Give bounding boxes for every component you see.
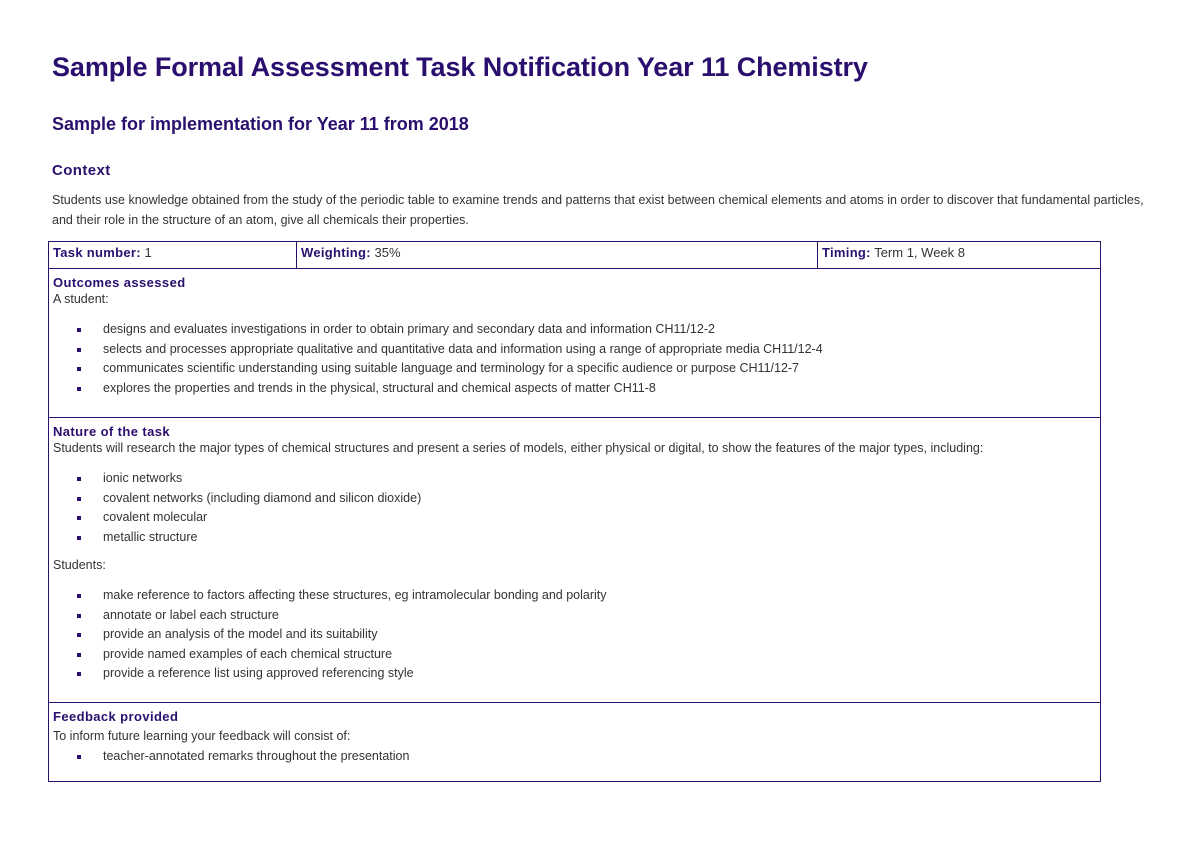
nature-row (49, 418, 1101, 703)
outcomes-cell (49, 269, 1101, 418)
structure-types-list (53, 469, 1096, 547)
task-table (48, 241, 1101, 782)
feedback-list (53, 747, 1096, 767)
list-item: covalent networks (including diamond and silicon dioxide) (75, 489, 1096, 509)
nature-cell (49, 418, 1101, 703)
task-number-value: 1 (144, 245, 152, 260)
outcomes-list (53, 320, 1096, 398)
list-item: explores the properties and trends in the physical, structural and chemical aspects of matter CH11-8 (75, 379, 1096, 399)
weighting-label: Weighting: (301, 245, 371, 260)
task-number-cell (49, 242, 297, 269)
context-text: Students use knowledge obtained from the study of the periodic table to examine trends and patterns that exist between chemical elements and atoms in order to discover that fundamental particles, and their role in the structure of an atom, give all chemicals their properties. (52, 193, 1144, 227)
list-item: metallic structure (75, 528, 1096, 548)
list-item: make reference to factors affecting these structures, eg intramolecular bonding and polarity (75, 586, 1096, 606)
list-item: selects and processes appropriate qualitative and quantitative data and information using a range of appropriate media CH11/12-4 (75, 340, 1096, 360)
page-subtitle: Sample for implementation for Year 11 from 2018 (52, 114, 469, 134)
requirements-list (53, 586, 1096, 684)
feedback-intro: To inform future learning your feedback will consist of: (53, 729, 351, 743)
task-number-label: Task number: (53, 245, 141, 260)
list-item: communicates scientific understanding using suitable language and terminology for a specific audience or purpose CH11/12-7 (75, 359, 1096, 379)
list-item: provide named examples of each chemical structure (75, 645, 1096, 665)
list-item: covalent molecular (75, 508, 1096, 528)
timing-cell (818, 242, 1101, 269)
list-item: annotate or label each structure (75, 606, 1096, 626)
nature-heading: Nature of the task (53, 424, 171, 439)
list-item: provide a reference list using approved referencing style (75, 664, 1096, 684)
list-item: ionic networks (75, 469, 1096, 489)
weighting-value: 35% (374, 245, 401, 260)
list-item: teacher-annotated remarks throughout the presentation (75, 747, 1096, 767)
students-label: Students: (53, 558, 106, 572)
weighting-cell (297, 242, 818, 269)
list-item: provide an analysis of the model and its suitability (75, 625, 1096, 645)
nature-intro: Students will research the major types of chemical structures and present a series of models, either physical or digital, to show the features of the major types, including: (53, 441, 984, 455)
outcomes-row (49, 269, 1101, 418)
outcomes-heading: Outcomes assessed (53, 275, 186, 290)
feedback-heading: Feedback provided (53, 709, 179, 724)
task-header-row (49, 242, 1101, 269)
context-heading: Context (52, 162, 111, 179)
timing-label: Timing: (822, 245, 871, 260)
feedback-row (49, 703, 1101, 782)
page-title: Sample Formal Assessment Task Notification Year 11 Chemistry (52, 52, 868, 82)
outcomes-intro: A student: (53, 292, 109, 306)
timing-value: Term 1, Week 8 (874, 245, 965, 260)
list-item: designs and evaluates investigations in order to obtain primary and secondary data and information CH11/12-2 (75, 320, 1096, 340)
feedback-cell (49, 703, 1101, 782)
